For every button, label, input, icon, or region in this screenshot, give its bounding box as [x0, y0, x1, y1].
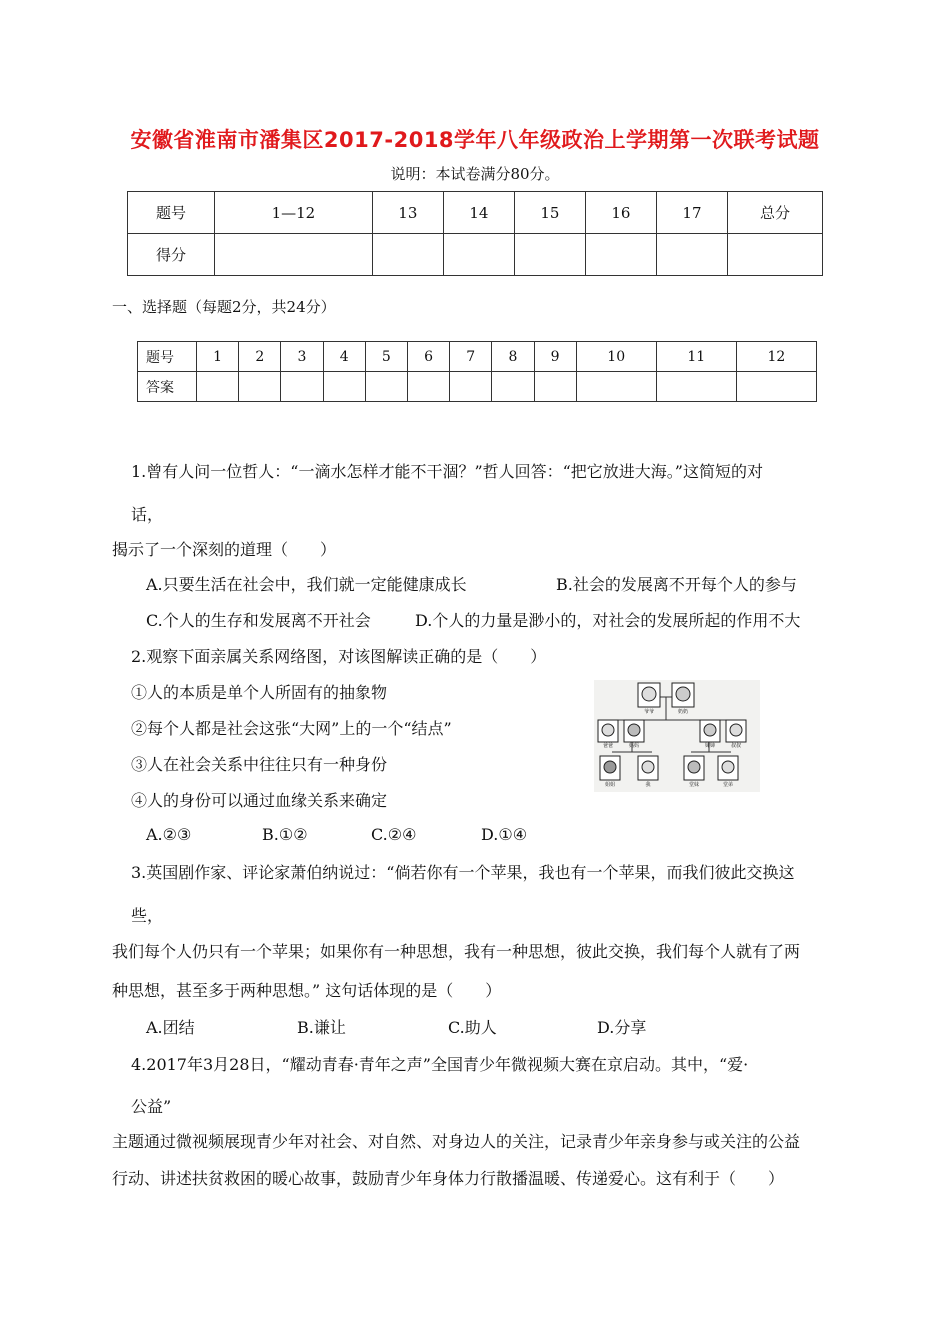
answer-number-cell: 9: [534, 342, 576, 372]
question-1-option-c[interactable]: C.个人的生存和发展离不开社会: [146, 611, 371, 630]
answer-row-label: 答案: [138, 372, 197, 402]
answer-cell[interactable]: [492, 372, 534, 402]
question-3-stem-cont: 些，: [131, 906, 164, 925]
grandma-portrait: [672, 683, 694, 715]
score-header-cell: 14: [443, 192, 514, 234]
family-tree-figure: [594, 680, 760, 792]
answer-number-cell: 6: [407, 342, 449, 372]
answer-number-cell: 8: [492, 342, 534, 372]
question-2-statement-3: ③人在社会关系中往往只有一种身份: [131, 755, 388, 774]
grandpa-portrait: [638, 683, 660, 715]
question-1-stem: 1.曾有人问一位哲人：“一滴水怎样才能不干涸？”哲人回答：“把它放进大海。”这简短的对: [131, 462, 763, 481]
score-row-label: 得分: [128, 234, 215, 276]
answer-cell[interactable]: [281, 372, 323, 402]
answer-number-cell: 11: [656, 342, 736, 372]
cousin-female-portrait: [684, 756, 704, 788]
question-4-stem-cont: 主题通过微视频展现青少年对社会、对自然、对身边人的关注，记录青少年亲身参与或关注的公益: [112, 1132, 801, 1151]
exam-note: 说明：本试卷满分80分。: [390, 165, 560, 183]
mom-portrait: [624, 720, 644, 749]
figure-label: 叔叔: [730, 743, 742, 749]
question-2-statement-4: ④人的身份可以通过血缘关系来确定: [131, 791, 388, 810]
score-header-cell: 13: [372, 192, 443, 234]
answer-number-cell: 2: [239, 342, 281, 372]
answer-number-cell: 3: [281, 342, 323, 372]
question-1-option-a[interactable]: A.只要生活在社会中，我们就一定能健康成长: [146, 575, 467, 594]
score-table: [127, 191, 823, 276]
score-header-cell: 总分: [728, 192, 823, 234]
question-4-stem: 4.2017年3月28日，“耀动青春·青年之声”全国青少年微视频大赛在京启动。其中，“爱·: [131, 1055, 749, 1074]
answer-cell[interactable]: [323, 372, 365, 402]
figure-label: 我: [645, 782, 651, 788]
figure-label: 妈妈: [628, 743, 640, 749]
question-4-stem-cont: 行动、讲述扶贫救困的暖心故事，鼓励青少年身体力行散播温暖、传递爱心。这有利于（ ）: [112, 1169, 785, 1188]
score-header-cell: 17: [656, 192, 727, 234]
answer-number-cell: 12: [736, 342, 816, 372]
score-cell[interactable]: [443, 234, 514, 276]
me-portrait: [638, 756, 658, 788]
answer-cell[interactable]: [407, 372, 449, 402]
score-cell[interactable]: [215, 234, 373, 276]
sister-portrait: [600, 756, 620, 788]
answer-table-answer-row: [138, 372, 817, 402]
figure-label: 堂妹: [688, 782, 700, 788]
score-header-cell: 15: [514, 192, 585, 234]
score-cell[interactable]: [514, 234, 585, 276]
answer-table-number-row: [138, 342, 817, 372]
question-3-stem-cont: 我们每个人仍只有一个苹果；如果你有一种思想，我有一种思想，彼此交换，我们每个人就有了两: [112, 942, 801, 961]
question-3-option-c[interactable]: C.助人: [448, 1018, 497, 1037]
question-1-option-b[interactable]: B.社会的发展离不开每个人的参与: [556, 575, 797, 594]
answer-number-cell: 5: [365, 342, 407, 372]
question-1-option-d[interactable]: D.个人的力量是渺小的，对社会的发展所起的作用不大: [415, 611, 801, 630]
score-table-header-row: [128, 192, 823, 234]
score-cell[interactable]: [585, 234, 656, 276]
question-2-statement-1: ①人的本质是单个人所固有的抽象物: [131, 683, 388, 702]
uncle-portrait: [726, 720, 746, 749]
score-header-cell: 题号: [128, 192, 215, 234]
question-4-stem-cont: 公益”: [131, 1097, 172, 1116]
page-title: 安徽省淮南市潘集区2017-2018学年八年级政治上学期第一次联考试题: [130, 128, 820, 152]
answer-cell[interactable]: [656, 372, 736, 402]
question-2-option-c[interactable]: C.②④: [371, 825, 417, 844]
answer-number-cell: 7: [450, 342, 492, 372]
question-2-stem: 2.观察下面亲属关系网络图，对该图解读正确的是（ ）: [131, 647, 547, 666]
question-3-option-d[interactable]: D.分享: [597, 1018, 647, 1037]
dad-portrait: [598, 720, 618, 749]
answer-number-cell: 10: [576, 342, 656, 372]
answer-number-cell: 1: [197, 342, 239, 372]
figure-label: 姐姐: [604, 782, 616, 788]
aunt-portrait: [700, 720, 720, 749]
answer-cell[interactable]: [197, 372, 239, 402]
figure-label: 婶婶: [704, 743, 716, 749]
answer-number-cell: 4: [323, 342, 365, 372]
score-cell[interactable]: [728, 234, 823, 276]
question-3-stem: 3.英国剧作家、评论家萧伯纳说过：“倘若你有一个苹果，我也有一个苹果，而我们彼此交换这: [131, 863, 795, 882]
answer-cell[interactable]: [736, 372, 816, 402]
answer-cell[interactable]: [576, 372, 656, 402]
answer-header-label: 题号: [138, 342, 197, 372]
cousin-male-portrait: [718, 756, 738, 788]
score-header-cell: 16: [585, 192, 656, 234]
score-cell[interactable]: [656, 234, 727, 276]
answer-cell[interactable]: [534, 372, 576, 402]
section-heading: 一、选择题（每题2分，共24分）: [112, 298, 336, 316]
question-3-option-a[interactable]: A.团结: [146, 1018, 195, 1037]
question-1-stem-cont: 话，: [131, 505, 164, 524]
question-2-option-b[interactable]: B.①②: [262, 825, 308, 844]
figure-label: 奶奶: [677, 709, 689, 715]
question-3-stem-cont: 种思想，甚至多于两种思想。” 这句话体现的是（ ）: [112, 981, 502, 1000]
question-2-statement-2: ②每个人都是社会这张“大网”上的一个“结点”: [131, 719, 452, 738]
answer-table: [137, 341, 817, 402]
question-2-option-a[interactable]: A.②③: [146, 825, 192, 844]
score-cell[interactable]: [372, 234, 443, 276]
score-header-cell: 1—12: [215, 192, 373, 234]
figure-label: 爸爸: [602, 743, 614, 749]
figure-label: 爷爷: [643, 709, 655, 715]
score-table-score-row: [128, 234, 823, 276]
figure-label: 堂弟: [722, 782, 734, 788]
question-1-stem-cont: 揭示了一个深刻的道理（ ）: [112, 540, 337, 559]
answer-cell[interactable]: [365, 372, 407, 402]
answer-cell[interactable]: [239, 372, 281, 402]
question-2-option-d[interactable]: D.①④: [481, 825, 528, 844]
question-3-option-b[interactable]: B.谦让: [297, 1018, 346, 1037]
answer-cell[interactable]: [450, 372, 492, 402]
